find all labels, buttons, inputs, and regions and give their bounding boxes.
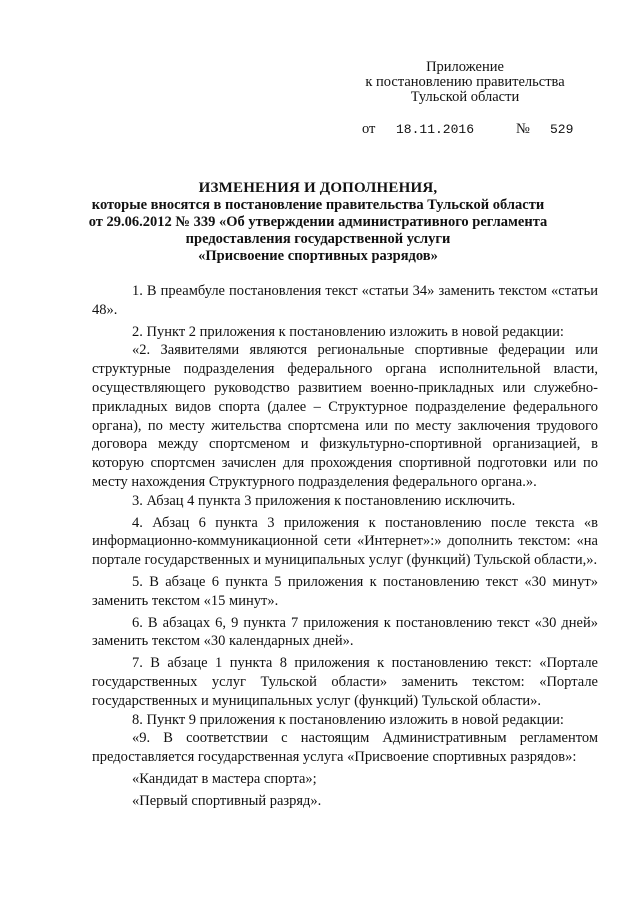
appendix-line-3: Тульской области [410,89,520,105]
paragraph-5: 4. Абзац 6 пункта 3 приложения к постановлению после текста «в информационно-коммуникационной сети «Интернет»:» дополнить текстом: «на портале государственных и муниципальных услуг (функций) Тульской области,». [92,514,598,569]
paragraph-1: 1. В преамбуле постановления текст «статьи 34» заменить текстом «статьи 48». [92,283,598,318]
title-line-1: ИЗМЕНЕНИЯ И ДОПОЛНЕНИЯ, [198,180,438,196]
title-line-4: предоставления государственной услуги [185,231,451,247]
paragraph-9: 8. Пункт 9 приложения к постановлению изложить в новой редакции: [132,711,564,728]
number-label: № [516,121,530,137]
appendix-line-2: к постановлению правительства [365,74,565,90]
paragraph-2: 2. Пункт 2 приложения к постановлению изложить в новой редакции: [132,323,564,340]
paragraph-11: «Кандидат в мастера спорта»; [132,770,317,787]
paragraph-8: 7. В абзаце 1 пункта 8 приложения к постановлению текст: «Портале государственных услуг Тульской области» заменить текстом: «Портале государственных и муниципальных услуг (функций) Тульской области». [92,655,598,709]
paragraph-6: 5. В абзаце 6 пункта 5 приложения к постановлению текст «30 минут» заменить текстом «15 минут». [92,573,598,609]
paragraph-3: «2. Заявителями являются региональные спортивные федерации или структурные подразделения федерального органа исполнительной власти, осуществляющего руководство развитием военно-прикладных или служебно-прикладных видов спорта (далее – Структурное подразделение федерального органа), по месту жительства спортсмена или по месту заключения трудового договора между спортсменом и физкультурно-спортивной организацией, в которую спортсмен зачислен для прохождения спортивной подготовки или по месту нахождения Структурного подразделения федерального органа.». [92,342,598,490]
from-label: от [362,121,376,137]
title-line-5: «Присвоение спортивных разрядов» [198,248,438,264]
title-line-2: которые вносятся в постановление правительства Тульской области [91,197,545,213]
paragraph-7: 6. В абзацах 6, 9 пункта 7 приложения к постановлению текст «30 дней» заменить текстом «30 календарных дней». [92,614,598,650]
document-title [88,180,548,265]
appendix-header [360,60,570,105]
paragraph-4: 3. Абзац 4 пункта 3 приложения к постановлению исключить. [132,492,516,509]
document-date: 18.11.2016 [396,122,475,137]
appendix-line-1: Приложение [426,59,504,75]
title-line-3: от 29.06.2012 № 339 «Об утверждении административного регламента [88,214,548,230]
document-number: 529 [550,122,574,137]
paragraph-12: «Первый спортивный разряд». [132,792,322,809]
document-body [92,282,598,811]
paragraph-10: «9. В соответствии с настоящим Административным регламентом предоставляется государственная услуга «Присвоение спортивных разрядов»: [92,730,598,766]
